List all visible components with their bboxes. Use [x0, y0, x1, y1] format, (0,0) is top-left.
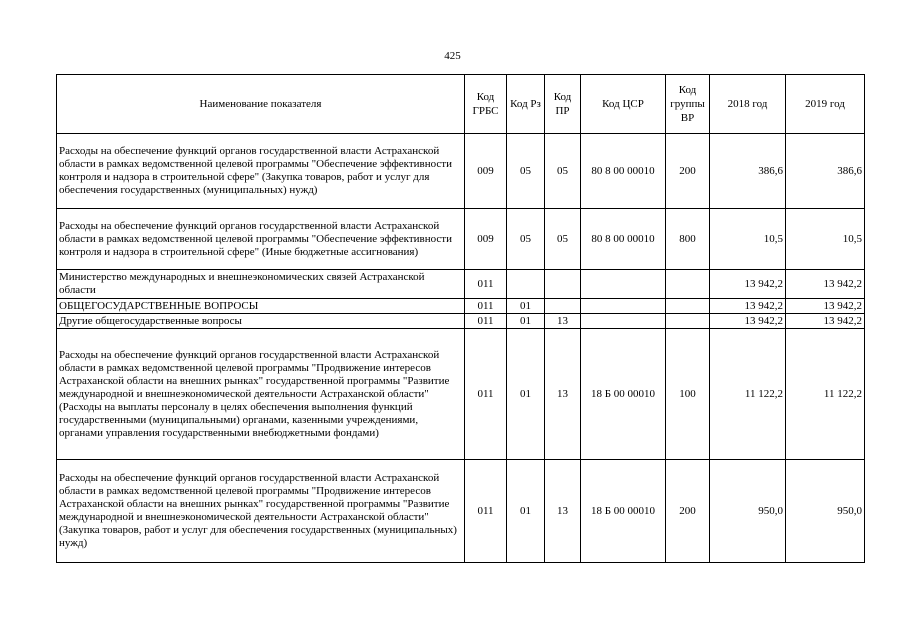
cell-vr: 800: [666, 209, 710, 270]
cell-2018: 950,0: [710, 460, 786, 563]
cell-2018: 13 942,2: [710, 299, 786, 314]
header-grbs: Код ГРБС: [465, 75, 507, 134]
table-row: [57, 209, 865, 270]
cell-vr: [666, 299, 710, 314]
header-rz: Код Рз: [507, 75, 545, 134]
cell-csr: [581, 314, 666, 329]
cell-2019: 13 942,2: [786, 299, 865, 314]
cell-grbs: 011: [465, 270, 507, 299]
header-2018: 2018 год: [710, 75, 786, 134]
cell-rz: 01: [507, 460, 545, 563]
cell-name: Другие общегосударственные вопросы: [57, 314, 465, 329]
cell-rz: 01: [507, 314, 545, 329]
cell-pr: 13: [545, 329, 581, 460]
cell-pr: 05: [545, 134, 581, 209]
cell-csr: [581, 270, 666, 299]
header-vr: Код группы ВР: [666, 75, 710, 134]
cell-csr: 80 8 00 00010: [581, 209, 666, 270]
cell-name: Расходы на обеспечение функций органов государственной власти Астраханской области в рамках ведомственной целевой программы "Продвижение интересов Астраханской области на внешних рынках" государственной программы "Развитие международной и внешнеэкономической деятельности Астраханской области" (Расходы на выплаты персоналу в целях обеспечения выполнения функций государственными (муниципальными) органами, казенными учреждениями, органами управления государственными внебюджетными фондами): [57, 329, 465, 460]
cell-2018: 386,6: [710, 134, 786, 209]
budget-table: [56, 74, 865, 563]
cell-2019: 386,6: [786, 134, 865, 209]
table-row: [57, 329, 865, 460]
cell-rz: 05: [507, 134, 545, 209]
table-row: [57, 460, 865, 563]
cell-pr: 05: [545, 209, 581, 270]
table-row: [57, 270, 865, 299]
cell-2019: 11 122,2: [786, 329, 865, 460]
cell-rz: 01: [507, 329, 545, 460]
header-name: Наименование показателя: [57, 75, 465, 134]
page-number: 425: [444, 50, 461, 62]
cell-grbs: 009: [465, 134, 507, 209]
cell-rz: 05: [507, 209, 545, 270]
cell-2018: 10,5: [710, 209, 786, 270]
table-row: [57, 134, 865, 209]
cell-csr: 80 8 00 00010: [581, 134, 666, 209]
cell-2019: 950,0: [786, 460, 865, 563]
cell-pr: 13: [545, 314, 581, 329]
cell-grbs: 011: [465, 299, 507, 314]
cell-rz: [507, 270, 545, 299]
header-pr: Код ПР: [545, 75, 581, 134]
cell-2018: 11 122,2: [710, 329, 786, 460]
cell-pr: 13: [545, 460, 581, 563]
table-row: [57, 299, 865, 314]
cell-2019: 13 942,2: [786, 270, 865, 299]
cell-name: Расходы на обеспечение функций органов государственной власти Астраханской области в рамках ведомственной целевой программы "Обеспечение эффективности контроля и надзора в строительной сфере" (Иные бюджетные ассигнования): [57, 209, 465, 270]
cell-pr: [545, 299, 581, 314]
cell-vr: 200: [666, 134, 710, 209]
header-csr: Код ЦСР: [581, 75, 666, 134]
cell-name: Расходы на обеспечение функций органов государственной власти Астраханской области в рамках ведомственной целевой программы "Продвижение интересов Астраханской области на внешних рынках" государственной программы "Развитие международной и внешнеэкономической деятельности Астраханской области" (Закупка товаров, работ и услуг для обеспечения государственных (муниципальных) нужд): [57, 460, 465, 563]
table-row: [57, 314, 865, 329]
cell-2019: 10,5: [786, 209, 865, 270]
cell-rz: 01: [507, 299, 545, 314]
cell-grbs: 011: [465, 314, 507, 329]
cell-csr: 18 Б 00 00010: [581, 460, 666, 563]
cell-name: Расходы на обеспечение функций органов государственной власти Астраханской области в рамках ведомственной целевой программы "Обеспечение эффективности контроля и надзора в строительной сфере" (Закупка товаров, работ и услуг для обеспечения государственных (муниципальных) нужд): [57, 134, 465, 209]
cell-csr: 18 Б 00 00010: [581, 329, 666, 460]
cell-name: Министерство международных и внешнеэкономических связей Астраханской области: [57, 270, 465, 299]
cell-vr: [666, 314, 710, 329]
cell-grbs: 011: [465, 329, 507, 460]
cell-2018: 13 942,2: [710, 314, 786, 329]
header-2019: 2019 год: [786, 75, 865, 134]
cell-2019: 13 942,2: [786, 314, 865, 329]
cell-grbs: 011: [465, 460, 507, 563]
cell-grbs: 009: [465, 209, 507, 270]
cell-name: ОБЩЕГОСУДАРСТВЕННЫЕ ВОПРОСЫ: [57, 299, 465, 314]
cell-csr: [581, 299, 666, 314]
table-header-row: [57, 75, 865, 134]
cell-pr: [545, 270, 581, 299]
cell-vr: 100: [666, 329, 710, 460]
cell-vr: [666, 270, 710, 299]
cell-vr: 200: [666, 460, 710, 563]
cell-2018: 13 942,2: [710, 270, 786, 299]
